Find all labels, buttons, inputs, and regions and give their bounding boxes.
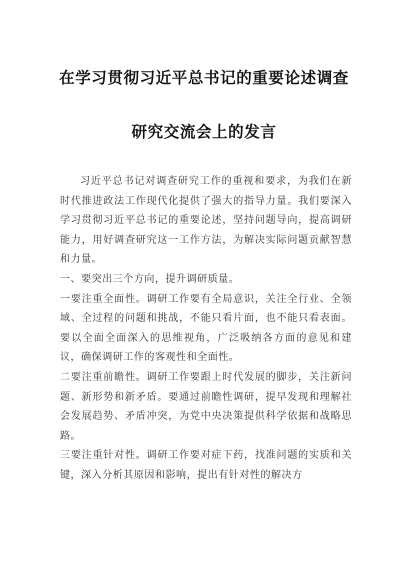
section-heading-one: 一、要突出三个方向，提升调研质量。 — [60, 273, 240, 285]
document-body — [60, 172, 352, 486]
paragraph-pertinence: 三要注重针对性。调研工作要对症下药，找准问题的实质和关键，深入分析其原因和影响，提出有针对性的解决方 — [60, 450, 352, 481]
document-title-line-2: 研究交流会上的发言 — [131, 123, 277, 141]
document-title-line-1: 在学习贯彻习近平总书记的重要论述调查 — [59, 69, 349, 87]
paragraph-foresight: 二要注重前瞻性。调研工作要跟上时代发展的脚步，关注新问题、新形势和新矛盾。要通过前瞻性调研，提早发现和理解社会发展趋势、矛盾冲突，为党中央决策提供科学依据和战略思路。 — [60, 371, 352, 442]
paragraph-intro: 习近平总书记对调查研究工作的重视和要求，为我们在新时代推进政法工作现代化提供了强大的指导力量。我们要深入学习贯彻习近平总书记的重要论述，坚持问题导向，提高调研能力，用好调查研究这一工作方法，为解决实际问题贡献智慧和力量。 — [60, 176, 352, 266]
paragraph-comprehensiveness: 一要注重全面性。调研工作要有全局意识，关注全行业、全领域、全过程的问题和挑战，不能只看片面，也不能只看表面。要以全面全面深入的思维视角，广泛吸纳各方面的意见和建议，确保调研工作的客观性和全面性。 — [60, 293, 352, 364]
